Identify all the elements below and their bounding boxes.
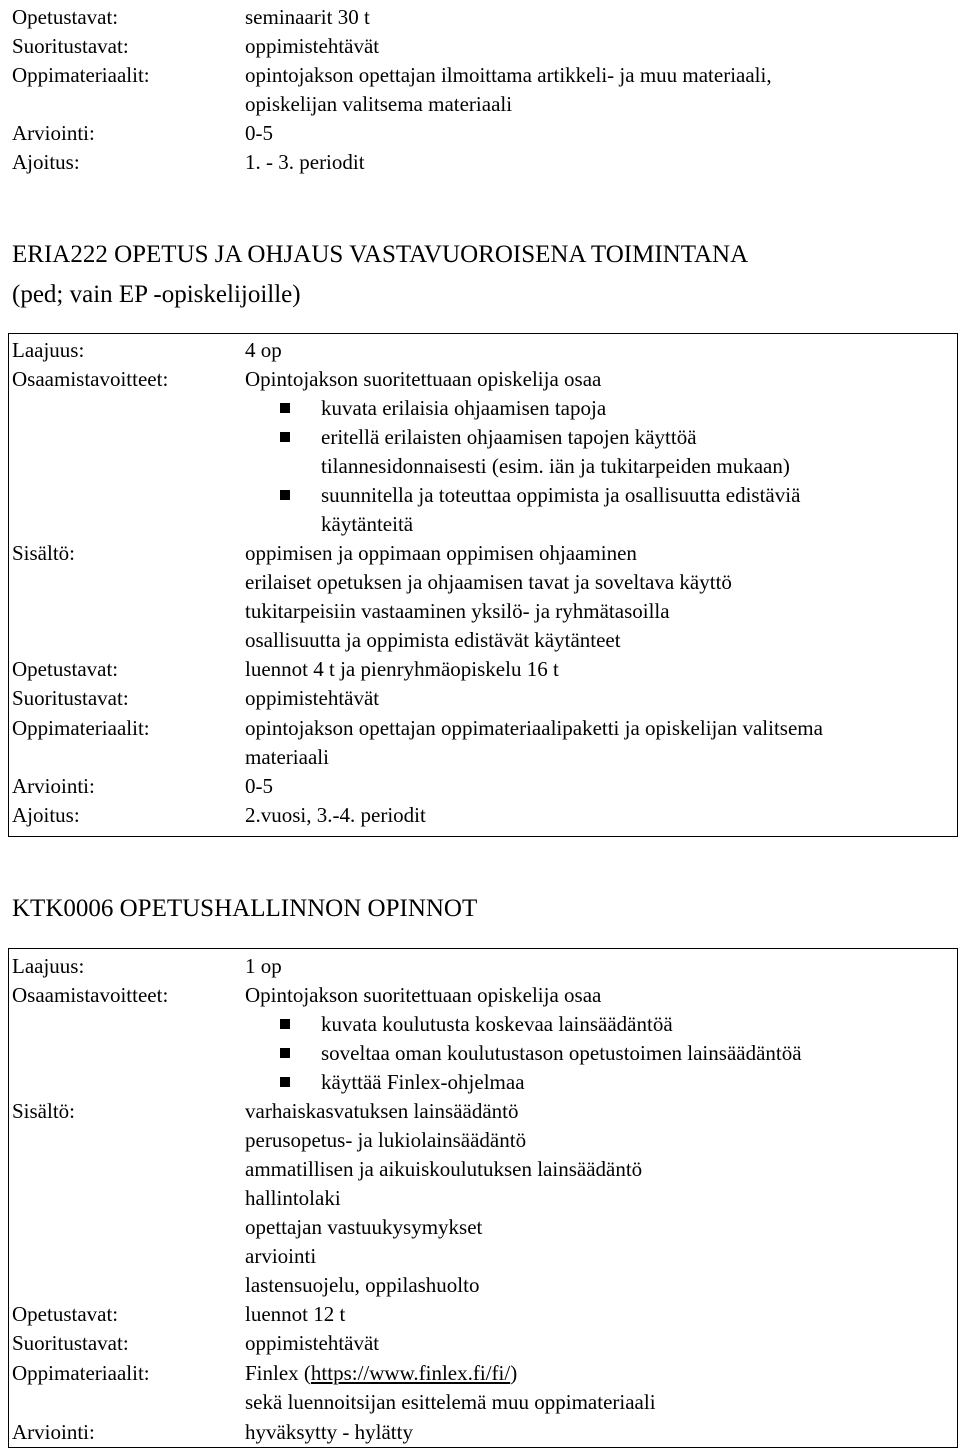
ktk-bullet-text: käyttää Finlex-ohjelmaa [321, 1070, 525, 1094]
ktk-arviointi-label: Arviointi: [12, 1420, 95, 1444]
eria-oppimateriaalit-row [0, 714, 960, 743]
eria-course-subtitle: (ped; vain EP -opiskelijoille) [12, 281, 301, 308]
bullet-icon [280, 1077, 290, 1087]
eria-osaamis-intro: Opintojakson suoritettuaan opiskelija osaa [245, 367, 602, 391]
ktk-arviointi-value: hyväksytty - hylätty [245, 1420, 413, 1444]
eria-bullet-text: eritellä erilaisten ohjaamisen tapojen käyttöä [321, 425, 697, 449]
ktk-opetustavat-label: Opetustavat: [12, 1302, 119, 1326]
eria-opetustavat-row [0, 655, 960, 684]
top-oppimateriaalit-value-1: opintojakson opettajan ilmoittama artikkeli- ja muu materiaali, [245, 63, 772, 87]
eria-sisalto-label: Sisältö: [12, 541, 76, 565]
eria-osaamis-label: Osaamistavoitteet: [12, 367, 169, 391]
list-item [0, 423, 960, 452]
eria-oppimateriaalit-label: Oppimateriaalit: [12, 716, 150, 740]
ktk-laajuus-row [0, 952, 960, 981]
top-ajoitus-value: 1. - 3. periodit [245, 150, 365, 174]
ktk-bullet-text: soveltaa oman koulutustason opetustoimen lainsäädäntöä [321, 1041, 802, 1065]
eria-bullet-text: käytänteitä [321, 512, 414, 536]
list-item [0, 481, 960, 510]
eria-bullet-text: tilannesidonnaisesti (esim. iän ja tukitarpeiden mukaan) [321, 454, 790, 478]
ktk-bullet-text: kuvata koulutusta koskevaa lainsäädäntöä [321, 1012, 673, 1036]
top-opetustavat-value: seminaarit 30 t [245, 5, 370, 29]
list-item [0, 1039, 960, 1068]
top-oppimateriaalit-label: Oppimateriaalit: [12, 63, 150, 87]
ktk-suoritustavat-row [0, 1329, 960, 1358]
ktk-sisalto-row [0, 1097, 960, 1126]
eria-sisalto-row [0, 539, 960, 568]
bullet-icon [280, 1019, 290, 1029]
eria-arviointi-label: Arviointi: [12, 774, 95, 798]
ktk-sisalto-item: hallintolaki [245, 1186, 341, 1210]
ktk-osaamis-intro: Opintojakson suoritettuaan opiskelija osaa [245, 983, 602, 1007]
ktk-sisalto-label: Sisältö: [12, 1099, 76, 1123]
top-ajoitus-label: Ajoitus: [12, 150, 80, 174]
eria-ajoitus-value: 2.vuosi, 3.-4. periodit [245, 803, 426, 827]
top-oppimateriaalit-row-2 [0, 90, 960, 119]
bullet-icon [280, 1048, 290, 1058]
top-suoritustavat-value: oppimistehtävät [245, 34, 380, 58]
eria-sisalto-item: osallisuutta ja oppimista edistävät käytänteet [245, 628, 621, 652]
ktk-suoritustavat-value: oppimistehtävät [245, 1331, 380, 1355]
eria-oppimateriaalit-value-1: opintojakson opettajan oppimateriaalipaketti ja opiskelijan valitsema [245, 716, 823, 740]
eria-opetustavat-value: luennot 4 t ja pienryhmäopiskelu 16 t [245, 657, 559, 681]
ktk-oppimateriaalit-value-1 [245, 1359, 517, 1388]
top-opetustavat-row [0, 3, 960, 32]
ktk-laajuus-label: Laajuus: [12, 954, 85, 978]
list-item [0, 394, 960, 423]
ktk-sisalto-row [0, 1126, 960, 1155]
eria-laajuus-value: 4 op [245, 338, 282, 362]
ktk-sisalto-item: lastensuojelu, oppilashuolto [245, 1273, 480, 1297]
eria-bullet-text: suunnitella ja toteuttaa oppimista ja osallisuutta edistäviä [321, 483, 801, 507]
list-item-continuation [0, 510, 960, 539]
eria-suoritustavat-label: Suoritustavat: [12, 686, 129, 710]
top-arviointi-value: 0-5 [245, 121, 273, 145]
bullet-icon [280, 403, 290, 413]
eria-ajoitus-row [0, 801, 960, 830]
ktk-sisalto-row [0, 1271, 960, 1300]
ktk-arviointi-row [0, 1418, 960, 1447]
bullet-icon [280, 490, 290, 500]
eria-oppimateriaalit-row-2 [0, 743, 960, 772]
ktk-sisalto-item: varhaiskasvatuksen lainsäädäntö [245, 1099, 519, 1123]
eria-sisalto-item: tukitarpeisiin vastaaminen yksilö- ja ryhmätasoilla [245, 599, 670, 623]
bullet-icon [280, 432, 290, 442]
ktk-course-title: KTK0006 OPETUSHALLINNON OPINNOT [12, 895, 478, 922]
top-arviointi-row [0, 119, 960, 148]
ktk-sisalto-item: ammatillisen ja aikuiskoulutuksen lainsäädäntö [245, 1157, 643, 1181]
top-oppimateriaalit-value-2: opiskelijan valitsema materiaali [245, 92, 513, 116]
ktk-laajuus-value: 1 op [245, 954, 282, 978]
eria-osaamis-row [0, 365, 960, 394]
eria-suoritustavat-row [0, 684, 960, 713]
top-suoritustavat-row [0, 32, 960, 61]
list-item-continuation [0, 452, 960, 481]
ktk-opetustavat-value: luennot 12 t [245, 1302, 346, 1326]
list-item [0, 1068, 960, 1097]
eria-opetustavat-label: Opetustavat: [12, 657, 119, 681]
top-oppimateriaalit-row [0, 61, 960, 90]
eria-ajoitus-label: Ajoitus: [12, 803, 80, 827]
eria-sisalto-row [0, 568, 960, 597]
top-ajoitus-row [0, 148, 960, 177]
eria-sisalto-row [0, 626, 960, 655]
ktk-sisalto-row [0, 1155, 960, 1184]
ktk-sisalto-row [0, 1242, 960, 1271]
ktk-sisalto-item: perusopetus- ja lukiolainsäädäntö [245, 1128, 527, 1152]
eria-arviointi-row [0, 772, 960, 801]
eria-bullet-text: kuvata erilaisia ohjaamisen tapoja [321, 396, 607, 420]
ktk-sisalto-item: opettajan vastuukysymykset [245, 1215, 483, 1239]
ktk-oppimateriaalit-value-2: sekä luennoitsijan esittelemä muu oppimateriaali [245, 1390, 656, 1414]
ktk-oppimateriaalit-prefix: Finlex ( [245, 1361, 311, 1385]
finlex-link[interactable]: https://www.finlex.fi/fi/ [310, 1361, 511, 1385]
eria-course-title: ERIA222 OPETUS JA OHJAUS VASTAVUOROISENA TOIMINTANA [12, 241, 749, 268]
eria-suoritustavat-value: oppimistehtävät [245, 686, 380, 710]
eria-laajuus-row [0, 336, 960, 365]
eria-laajuus-label: Laajuus: [12, 338, 85, 362]
ktk-osaamis-row [0, 981, 960, 1010]
ktk-osaamis-label: Osaamistavoitteet: [12, 983, 169, 1007]
ktk-oppimateriaalit-row-2 [0, 1388, 960, 1417]
top-suoritustavat-label: Suoritustavat: [12, 34, 129, 58]
top-opetustavat-label: Opetustavat: [12, 5, 119, 29]
eria-sisalto-row [0, 597, 960, 626]
ktk-oppimateriaalit-label: Oppimateriaalit: [12, 1361, 150, 1385]
eria-sisalto-item: oppimisen ja oppimaan oppimisen ohjaaminen [245, 541, 637, 565]
list-item [0, 1010, 960, 1039]
ktk-oppimateriaalit-suffix: ) [510, 1361, 518, 1385]
eria-sisalto-item: erilaiset opetuksen ja ohjaamisen tavat ja soveltava käyttö [245, 570, 732, 594]
eria-arviointi-value: 0-5 [245, 774, 273, 798]
ktk-oppimateriaalit-row [0, 1359, 960, 1388]
ktk-sisalto-row [0, 1184, 960, 1213]
ktk-sisalto-row [0, 1213, 960, 1242]
ktk-suoritustavat-label: Suoritustavat: [12, 1331, 129, 1355]
ktk-opetustavat-row [0, 1300, 960, 1329]
ktk-sisalto-item: arviointi [245, 1244, 317, 1268]
top-arviointi-label: Arviointi: [12, 121, 95, 145]
eria-oppimateriaalit-value-2: materiaali [245, 745, 329, 769]
